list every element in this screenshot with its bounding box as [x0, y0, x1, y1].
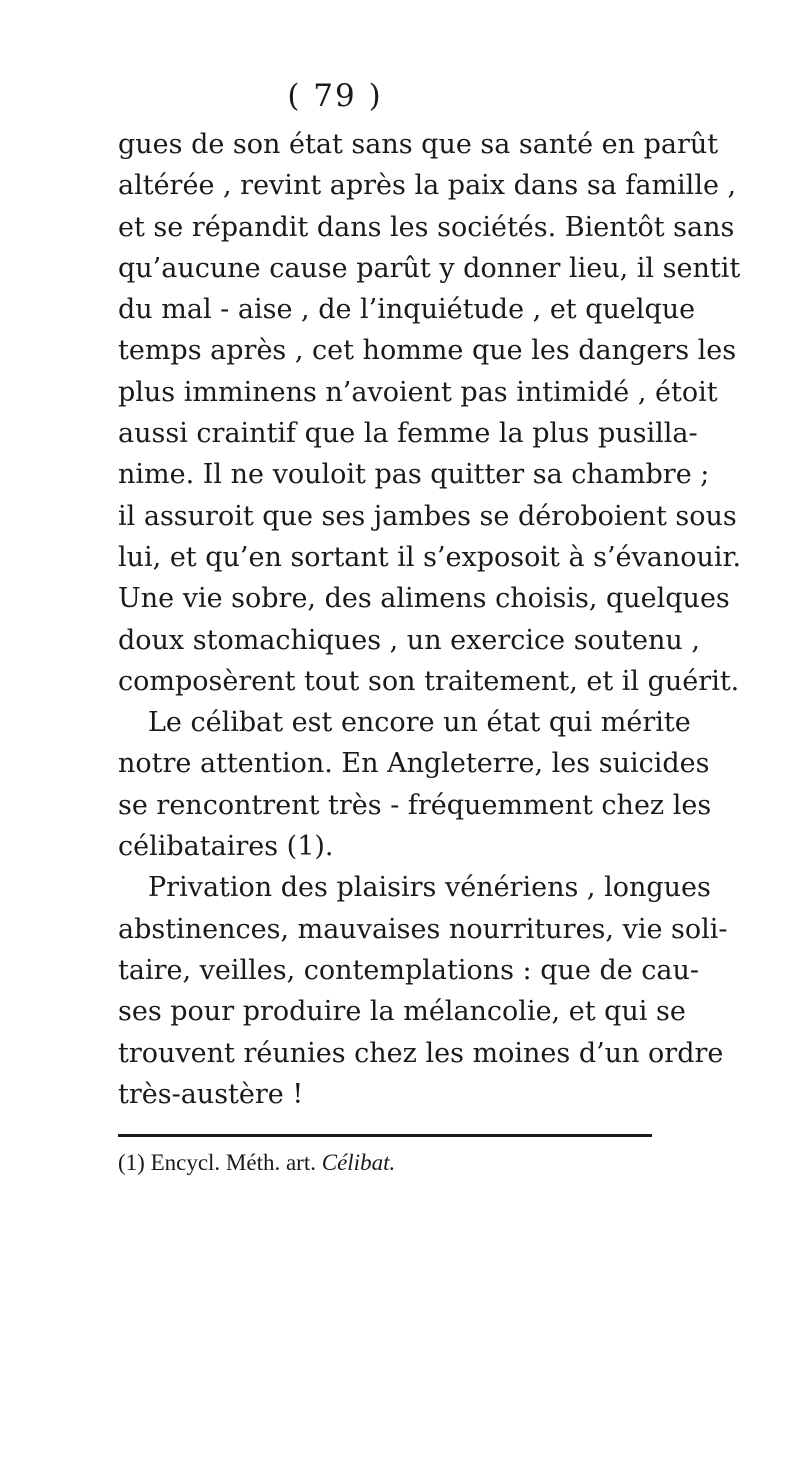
text-line: et se répandit dans les sociétés. Bientôt sans [118, 211, 735, 243]
text-line: plus imminens n’avoient pas intimidé , étoit [118, 376, 718, 408]
text-line: composèrent tout son traitement, et il guérit. [118, 665, 740, 697]
text-line: Une vie sobre, des alimens choisis, quelques [118, 583, 730, 615]
text-line: il assuroit que ses jambes se déroboient sous [118, 500, 737, 532]
text-line: altérée , revint après la paix dans sa famille , [118, 170, 737, 202]
text-line: trouvent réunies chez les moines d’un ordre [118, 1037, 724, 1069]
text-line: doux stomachiques , un exercice soutenu , [118, 624, 700, 656]
text-line: Le célibat est encore un état qui mérite [148, 707, 691, 739]
text-line: temps après , cet homme que les dangers les [118, 335, 737, 367]
paragraph [118, 124, 742, 702]
text-line: aussi craintif que la femme la plus pusilla- [118, 418, 698, 450]
page-number: ( 79 ) [287, 78, 383, 114]
text-line: nime. Il ne vouloit pas quitter sa chambre ; [118, 459, 710, 491]
text-line: taire, veilles, contemplations : que de cau- [118, 954, 700, 986]
text-line: très-austère ! [118, 1078, 304, 1110]
body-text [118, 124, 742, 1115]
text-line: qu’aucune cause parût y donner lieu, il sentit [118, 252, 741, 284]
text-line: Privation des plaisirs vénériens , longues [148, 872, 711, 904]
text-line: gues de son état sans que sa santé en parût [118, 129, 719, 160]
text-line: célibataires (1). [118, 831, 334, 863]
text-line: se rencontrent très - fréquemment chez les [118, 789, 712, 821]
paragraph [118, 702, 712, 867]
footnote-italic: Célibat. [321, 1150, 396, 1175]
footnote [118, 1143, 652, 1183]
footnote-divider [118, 1134, 652, 1137]
text-line: du mal - aise , de l’inquiétude , et quelque [118, 294, 696, 326]
text-line: lui, et qu’en sortant il s’exposoit à s’évanouir. [118, 541, 742, 573]
text-line: notre attention. En Angleterre, les suicides [118, 748, 710, 780]
text-line: abstinences, mauvaises nourritures, vie soli- [118, 913, 728, 945]
paragraph [118, 867, 728, 1115]
footnote-text: (1) Encycl. Méth. art. [118, 1150, 316, 1175]
text-line: ses pour produire la mélancolie, et qui se [118, 996, 686, 1028]
